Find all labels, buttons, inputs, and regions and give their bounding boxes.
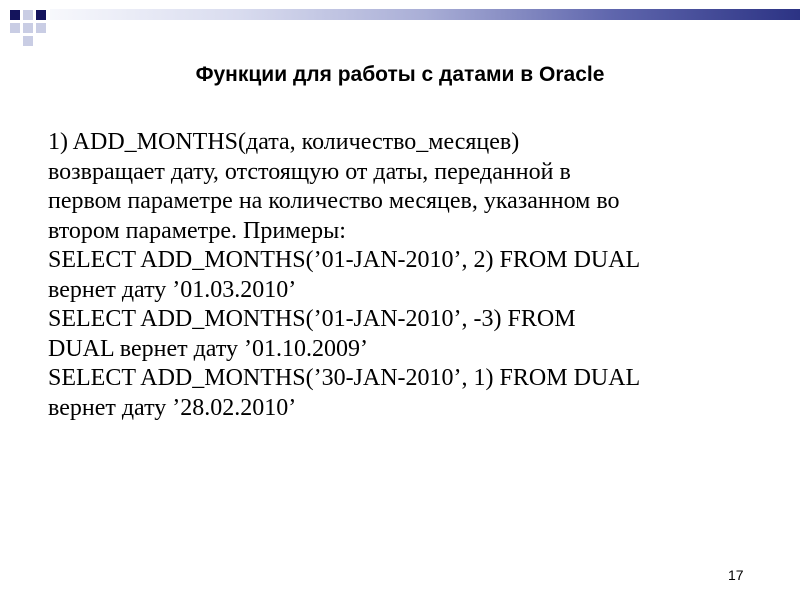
page-number: 17 [728, 567, 744, 583]
square-light-3 [23, 23, 33, 33]
body-line: вернет дату ’28.02.2010’ [48, 394, 297, 421]
square-light-1 [23, 10, 33, 20]
gradient-bar [50, 9, 800, 20]
body-line: первом параметре на количество месяцев, указанном во [48, 188, 620, 214]
slide-title: Функции для работы с датами в Oracle [195, 63, 605, 86]
square-light-4 [36, 23, 46, 33]
slide-body [48, 128, 778, 423]
square-dark-2 [36, 10, 46, 20]
square-dark-1 [10, 10, 20, 20]
body-line: возвращает дату, отстоящую от даты, переданной в [48, 158, 571, 185]
body-line: вернет дату ’01.03.2010’ [48, 276, 297, 303]
body-line: 1) ADD_MONTHS(дата, количество_месяцев) [48, 129, 520, 155]
header-decoration [0, 0, 800, 48]
body-line: DUAL вернет дату ’01.10.2009’ [48, 335, 368, 362]
square-light-5 [23, 36, 33, 46]
code-line: SELECT ADD_MONTHS(’01-JAN-2010’, -3) FROM [48, 306, 576, 332]
square-light-2 [10, 23, 20, 33]
body-line: втором параметре. Примеры: [48, 217, 346, 244]
decorative-squares [0, 0, 60, 48]
code-line: SELECT ADD_MONTHS(’30-JAN-2010’, 1) FROM DUAL [48, 365, 641, 391]
code-line: SELECT ADD_MONTHS(’01-JAN-2010’, 2) FROM DUAL [48, 247, 641, 273]
